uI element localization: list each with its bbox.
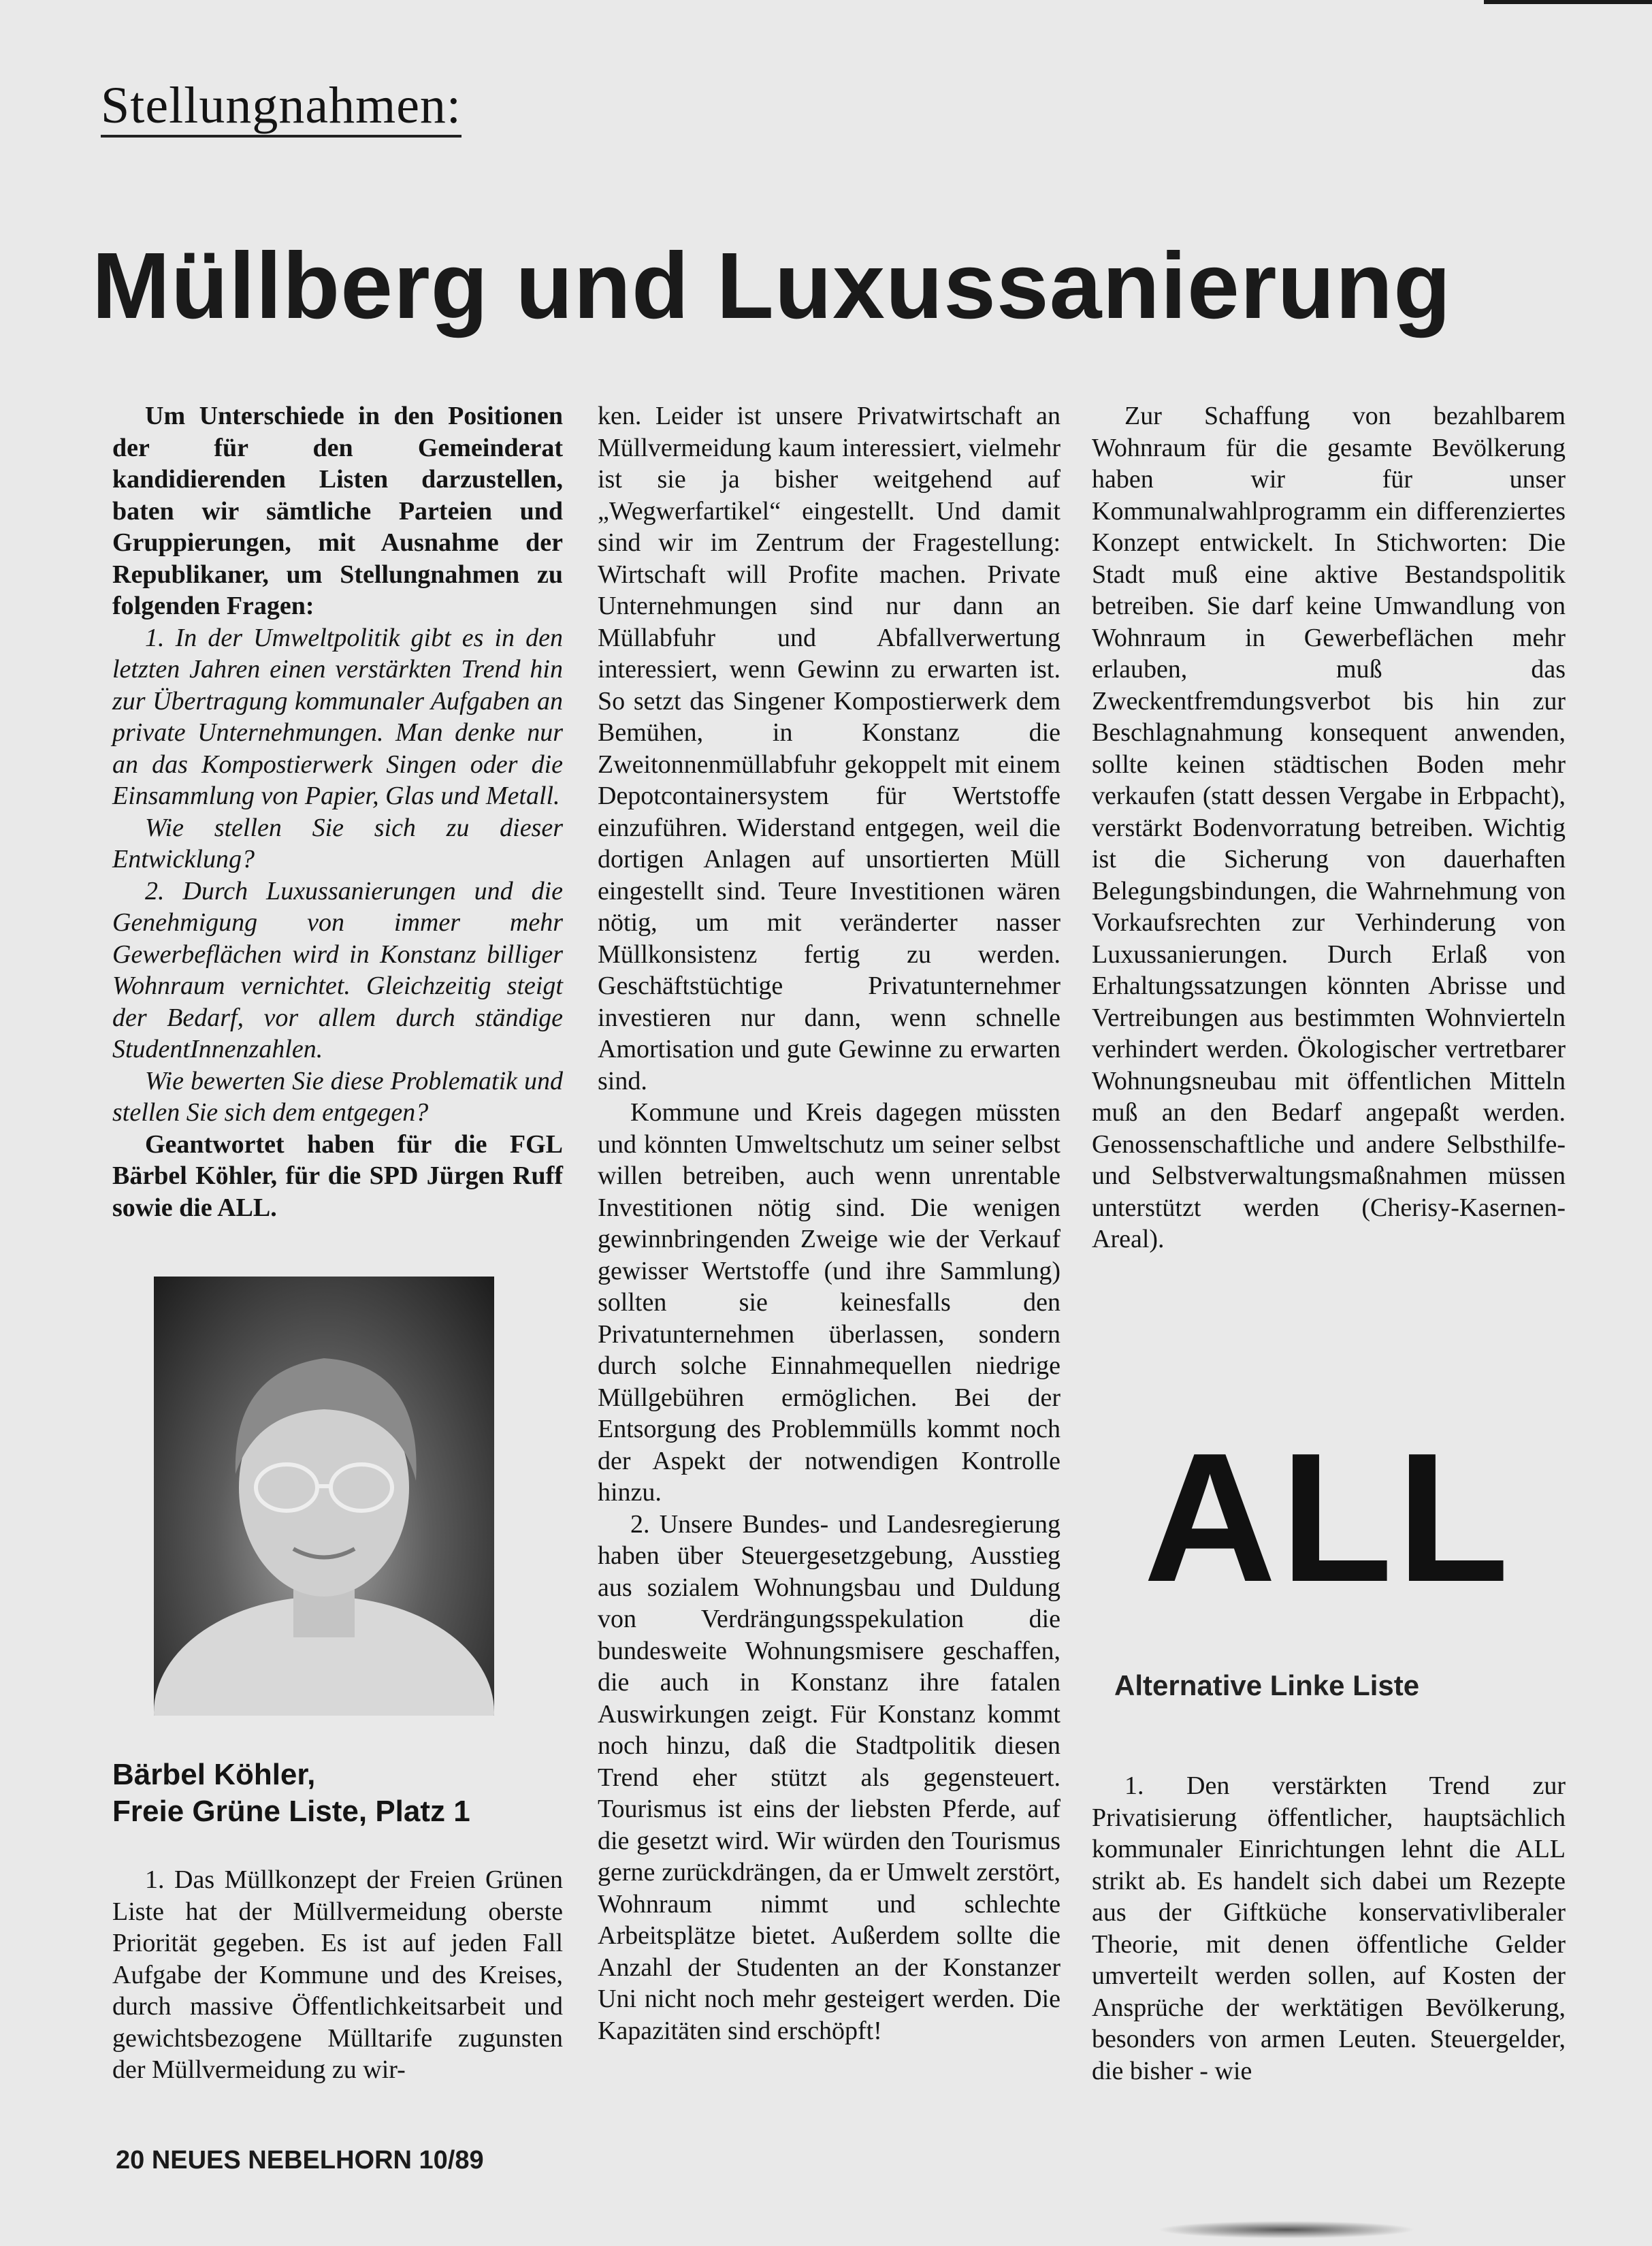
question-2-ask: Wie bewerten Sie diese Problematik und stellen Sie sich dem entgegen?	[112, 1066, 563, 1127]
section-label: Stellungnahmen:	[101, 76, 461, 138]
column-3	[1092, 400, 1566, 1255]
question-1: 1. In der Umweltpolitik gibt es in den letzten Jahren einen verstärkten Trend hin zur Übertragung kommunaler Aufgaben an private Unternehmungen. Man denke nur an das Kompostierwerk Singen oder die Einsammlung von Papier, Glas und Metall.	[112, 623, 563, 810]
page-footer: 20 NEUES NEBELHORN 10/89	[116, 2146, 484, 2175]
column-1	[112, 400, 563, 1223]
all-logo: ALL	[1144, 1415, 1513, 1620]
respondents-paragraph: Geantwortet haben für die FGL Bärbel Köhler, für die SPD Jürgen Ruff sowie die ALL.	[112, 1129, 563, 1222]
caption-name: Bärbel Köhler,	[112, 1758, 316, 1791]
caption-list: Freie Grüne Liste, Platz 1	[112, 1795, 470, 1828]
scan-smudge	[1157, 2221, 1416, 2239]
intro-paragraph: Um Unterschiede in den Positionen der für den Gemeinderat kandidierenden Listen darzustellen, baten wir sämtliche Parteien und Gruppierungen, mit Ausnahme der Republikaner, um Stellungnahmen zu folgenden Fragen:	[112, 402, 563, 620]
fgl-answer-1: 1. Das Müllkonzept der Freien Grünen Liste hat der Müllvermeidung oberste Priorität gegeben. Es ist auf jeden Fall Aufgabe der Kommune und des Kreises, durch massive Öffentlichkeitsarbeit und gewichtsbezogene Mülltarife zugunsten der Müllvermeidung zu wir-	[112, 1865, 563, 2084]
fgl-answer-1-continued: ken. Leider ist unsere Privatwirtschaft an Müllvermeidung kaum interessiert, vielmehr ist sie ja bisher weitgehend auf „Wegwerfartikel“ eingestellt. Und damit sind wir im Zentrum der Fragestellung: Wirtschaft will Profite machen. Private Unternehmungen sind nur dann an Müllabfuhr und Abfallverwertung interessiert, wenn Gewinn zu erwarten ist. So setzt das Singener Kompostierwerk dem Bemühen, in Konstanz die Zweitonnenmüllabfuhr gekoppelt mit einem Depotcontainersystem für Wertstoffe einzuführen. Widerstand entgegen, weil die dortigen Anlagen auf unsortierten Müll eingestellt sind. Teure Investitionen wären nötig, um mit veränderter nasser Müllkonsistenz fertig zu werden. Geschäftstüchtige Privatunternehmer investieren nur dann, wenn schnelle Amortisation und gute Gewinne zu erwarten sind.	[598, 402, 1060, 1095]
headline: Müllberg und Luxussanierung	[92, 234, 1452, 338]
column-1-lower	[112, 1864, 563, 2086]
photo-caption	[112, 1756, 589, 1830]
fgl-answer-2-continued: Zur Schaffung von bezahlbarem Wohnraum für die gesamte Bevölkerung haben wir für unser Kommunalwahlprogramm ein differenziertes Konzept entwickelt. In Stichworten: Die Stadt muß eine aktive Bestandspolitik betreiben. Sie darf keine Umwandlung von Wohnraum in Gewerbeflächen mehr erlauben, muß das Zweckentfremdungsverbot bis hin zur Beschlagnahmung konsequent anwenden, sollte keinen städtischen Boden mehr verkaufen (statt dessen Vergabe in Erbpacht), verstärkt Bodenvorratung betreiben. Wichtig ist die Sicherung von dauerhaften Belegungsbindungen, die Wahrnehmung von Vorkaufsrechten zur Verhinderung von Luxussanierungen. Durch Erlaß von Erhaltungssatzungen könnten Abrisse und Vertreibungen aus bestimmten Wohnvierteln verhindert werden. Ökologischer vertretbarer Wohnungsneubau mit öffentlichen Mitteln muß an den Bedarf angepaßt werden. Genossenschaftliche und andere Selbsthilfe- und Selbstverwaltungsmaßnahmen müssen unterstützt werden (Cherisy-Kasernen-Areal).	[1092, 402, 1566, 1253]
fgl-answer-2: 2. Unsere Bundes- und Landesregierung haben über Steuergesetzgebung, Ausstieg aus sozialem Wohnungsbau und Duldung von Verdrängungsspekulation die bundesweite Wohnungsmisere geschaffen, die auch in Konstanz ihre fatalen Auswirkungen zeigt. Für Konstanz kommt noch hinzu, daß die Stadtpolitik diesen Trend eher stützt als gegensteuert. Tourismus ist eins der liebsten Pferde, auf die gesetzt wird. Wir würden den Tourismus gerne zurückdrängen, da er Umwelt zerstört, Wohnraum nimmt und schlechte Arbeitsplätze bietet. Außerdem sollte die Anzahl der Studenten an der Konstanzer Uni nicht noch mehr gesteigert werden. Die Kapazitäten sind erschöpft!	[598, 1509, 1060, 2045]
column-2	[598, 400, 1060, 2047]
portrait-photo	[154, 1277, 494, 1716]
portrait-illustration	[154, 1277, 494, 1716]
all-subtitle: Alternative Linke Liste	[1114, 1669, 1420, 1701]
question-1-ask: Wie stellen Sie sich zu dieser Entwicklung?	[112, 813, 563, 873]
question-2: 2. Durch Luxussanierungen und die Genehmigung von immer mehr Gewerbeflächen wird in Konstanz billiger Wohnraum vernichtet. Gleichzeitig steigt der Bedarf, vor allem durch ständige StudentInnenzahlen.	[112, 876, 563, 1063]
all-answer-1: 1. Den verstärkten Trend zur Privatisierung öffentlicher, hauptsächlich kommunaler Einrichtungen lehnt die ALL strikt ab. Es handelt sich dabei um Rezepte aus der Giftküche konservativliberaler Theorie, mit denen öffentliche Gelder umverteilt werden sollen, auf Kosten der Ansprüche der werktätigen Bevölkerung, besonders von armen Leuten. Steuergelder, die bisher - wie	[1092, 1771, 1566, 2085]
fgl-answer-1-kommune: Kommune und Kreis dagegen müssten und könnten Umweltschutz um seiner selbst willen betreiben, auch wenn unrentable Investitionen nötig sind. Die wenigen gewinnbringenden Zweige wie der Verkauf gewisser Wertstoffe (und ihre Sammlung) sollten sie keinesfalls den Privatunternehmen überlassen, sondern durch solche Einnahmequellen niedrige Müllgebühren ermöglichen. Bei der Entsorgung des Problemmülls kommt noch der Aspekt der notwendigen Kontrolle hinzu.	[598, 1098, 1060, 1507]
top-edge-bar	[1484, 0, 1652, 4]
column-3-lower	[1092, 1770, 1566, 2087]
